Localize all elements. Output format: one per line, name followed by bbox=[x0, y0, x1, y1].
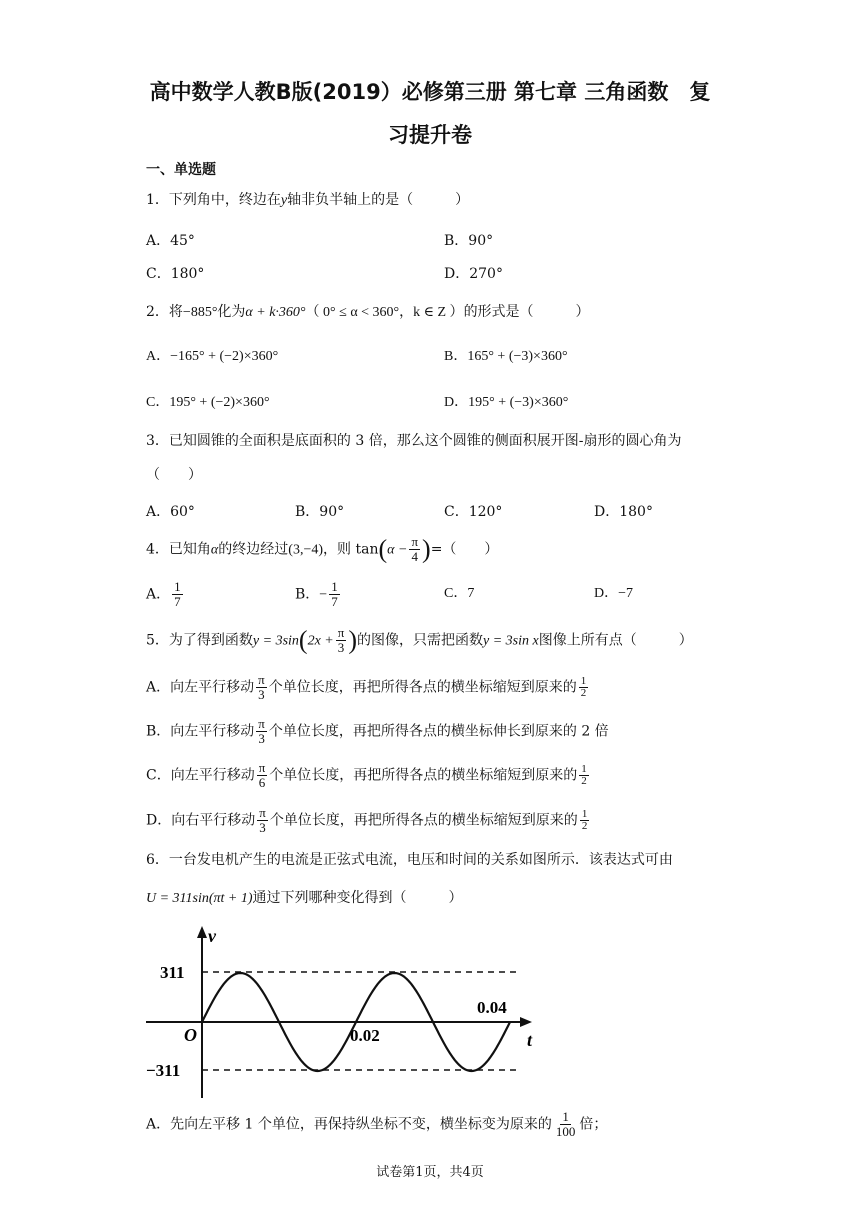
q4-text-post: =（ ） bbox=[430, 541, 499, 558]
page-footer: 试卷第1页，共4页 bbox=[376, 1165, 484, 1180]
q3-option-b[interactable]: B．90° bbox=[295, 504, 345, 520]
x-axis-arrow-icon bbox=[520, 1017, 532, 1027]
q3-option-d[interactable]: D．180° bbox=[594, 504, 653, 520]
page-title-line-1: 高中数学人教B版(2019）必修第三册 第七章 三角函数 复 bbox=[149, 80, 711, 104]
q2-condition: （ 0° ≤ α < 360°，k ∈ Z ） bbox=[305, 305, 464, 320]
q2-option-a[interactable]: A．−165° + (−2)×360° bbox=[146, 349, 279, 364]
q2-form: α + k·360° bbox=[245, 305, 306, 320]
q5-option-a[interactable]: A．向左平行移动 $\frac{\pi}{3}$ 个单位长度，再把所得各点的横坐标缩短到原来的 $\frac{1}{2}$ bbox=[146, 672, 587, 702]
q5-option-b[interactable]: B．向左平行移动 $\frac{\pi}{3}$ 个单位长度，再把所得各点的横坐标伸长到原来的 2 倍 bbox=[146, 716, 609, 746]
q5-func2: y = 3sin x bbox=[483, 633, 539, 649]
q2-angle: −885° bbox=[182, 305, 218, 320]
question-6-line-2 bbox=[146, 888, 463, 909]
q4-point: (3,−4) bbox=[288, 542, 324, 558]
q1-option-c[interactable]: C．180° bbox=[146, 266, 205, 282]
x-tick-label-004: 0.04 bbox=[477, 998, 507, 1017]
q4-option-d[interactable]: D．−7 bbox=[594, 586, 634, 601]
q3-option-a[interactable]: A．60° bbox=[146, 504, 195, 520]
q3-option-c[interactable]: C．120° bbox=[444, 504, 503, 520]
q5-option-c[interactable]: C．向左平行移动 $\frac{\pi}{6}$ 个单位长度，再把所得各点的横坐标缩短到原来的 $\frac{1}{2}$ bbox=[146, 760, 587, 790]
q4-option-c[interactable]: C．7 bbox=[444, 586, 475, 601]
q4-inner: α − bbox=[387, 542, 408, 558]
q5-text-pre: 5．为了得到函数 bbox=[146, 632, 253, 649]
q4-alpha: α bbox=[210, 542, 219, 558]
q5-fraction: $\frac{\pi}{3}$ bbox=[337, 625, 345, 655]
q5-text-mid: 的图像，只需把函数 bbox=[357, 632, 484, 649]
question-1 bbox=[146, 190, 469, 211]
q5-text-post: 图像上所有点（ ） bbox=[538, 632, 693, 649]
question-3-line-1: 3．已知圆锥的全面积是底面积的 3 倍，那么这个圆锥的侧面积展开图-扇形的圆心角为 bbox=[146, 433, 682, 449]
q2-option-b[interactable]: B．165° + (−3)×360° bbox=[444, 349, 568, 364]
q5-func1-inner: 2x + bbox=[307, 633, 334, 649]
q1-option-d[interactable]: D．270° bbox=[444, 266, 503, 282]
q4-text-mid: 的终边经过 bbox=[218, 541, 289, 558]
q6-option-a[interactable]: A．先向左平移 1 个单位，再保持纵坐标不变，横坐标变为原来的 $\frac{1}{100}$ 倍； bbox=[146, 1109, 608, 1139]
q4-option-b[interactable]: B．− $\frac{1}{7}$ bbox=[295, 579, 338, 609]
question-3-line-2: （ ） bbox=[146, 467, 202, 483]
q2-text-mid: 化为 bbox=[217, 304, 246, 320]
sine-wave-graph bbox=[140, 920, 550, 1100]
q1-var: y bbox=[280, 193, 288, 208]
question-6-line-1: 6．一台发电机产生的电流是正弦式电流，电压和时间的关系如图所示．该表达式可由 bbox=[146, 852, 673, 868]
q4-text-tan: ，则 tan bbox=[323, 541, 379, 558]
min-value-label: −311 bbox=[146, 1061, 181, 1080]
question-5: 5．为了得到函数y = 3sin(2x + $\frac{\pi}{3}$ )的图像，只需把函数y = 3sin x图像上所有点（ ） bbox=[146, 625, 693, 655]
page-title-line-2: 习提升卷 bbox=[388, 123, 472, 147]
question-2 bbox=[146, 302, 590, 323]
q5-func1: y = 3sin bbox=[252, 633, 299, 649]
q6-formula: U = 311sin(πt + 1) bbox=[146, 891, 253, 906]
question-4: 4．已知角α的终边经过(3,−4)，则 tan(α − $\frac{\pi}{4}$ )=（ ） bbox=[146, 534, 499, 564]
origin-label: O bbox=[184, 1025, 197, 1045]
q4-text-pre: 4．已知角 bbox=[146, 541, 211, 558]
q2-text-post: 的形式是（ ） bbox=[463, 304, 590, 320]
q4-fraction: $\frac{\pi}{4}$ bbox=[411, 534, 419, 564]
y-axis-arrow-icon bbox=[197, 926, 207, 938]
q1-text-post: 轴非负半轴上的是（ ） bbox=[287, 192, 470, 208]
q1-text-pre: 1．下列角中，终边在 bbox=[146, 192, 281, 208]
q1-option-b[interactable]: B．90° bbox=[444, 233, 494, 249]
q2-text-pre: 2．将 bbox=[146, 304, 183, 320]
q2-option-d[interactable]: D．195° + (−3)×360° bbox=[444, 395, 569, 410]
x-tick-label-002: 0.02 bbox=[350, 1026, 380, 1045]
x-axis-label: t bbox=[527, 1030, 533, 1050]
q4-option-a[interactable]: A． $\frac{1}{7}$ bbox=[146, 579, 181, 609]
q5-option-d[interactable]: D．向右平行移动 $\frac{\pi}{3}$ 个单位长度，再把所得各点的横坐标缩短到原来的 $\frac{1}{2}$ bbox=[146, 805, 588, 835]
y-axis-label: v bbox=[208, 926, 216, 946]
max-value-label: 311 bbox=[160, 963, 185, 982]
q1-option-a[interactable]: A．45° bbox=[146, 233, 195, 249]
section-heading: 一、单选题 bbox=[146, 162, 216, 178]
q6-text-post: 通过下列哪种变化得到（ ） bbox=[252, 890, 463, 906]
q2-option-c[interactable]: C．195° + (−2)×360° bbox=[146, 395, 270, 410]
